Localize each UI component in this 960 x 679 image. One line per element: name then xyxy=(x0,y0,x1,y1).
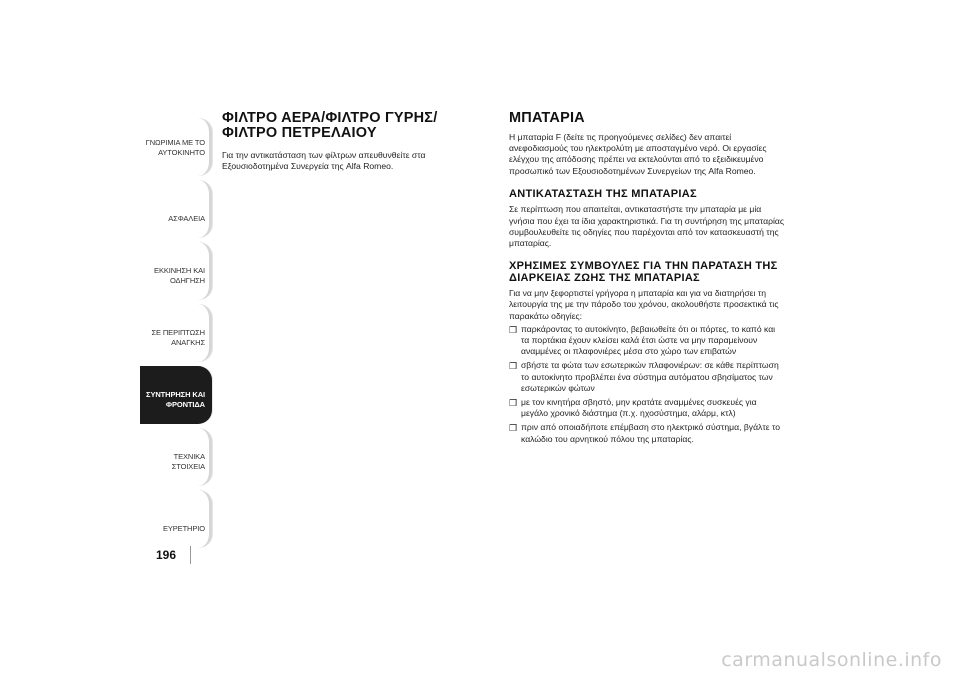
chapter-tab-getting-to-know[interactable] xyxy=(140,118,212,176)
filters-heading: ΦΙΛΤΡΟ ΑΕΡΑ/ΦΙΛΤΡΟ ΓΥΡΗΣ/ΦΙΛΤΡΟ ΠΕΤΡΕΛΑΙΟΥ xyxy=(222,110,438,141)
list-item xyxy=(509,397,784,419)
list-item-text: σβήστε τα φώτα των εσωτερικών πλαφονιέρων: σε κάθε περίπτωση το αυτοκίνητο προβλέπει ένα σύστημα αυτόματου σβησίματος των εσωτερικών φώτων xyxy=(521,360,779,393)
list-item-text: πριν από οποιαδήποτε επέμβαση στο ηλεκτρικό σύστημα, βγάλτε το καλώδιο του αρνητικού πόλου της μπαταρίας. xyxy=(521,422,781,444)
left-column xyxy=(222,111,460,172)
watermark: carmanualsonline.info xyxy=(721,649,942,671)
list-item-text: με τον κινητήρα σβηστό, μην κρατάτε αναμμένες συσκευές για μεγάλο χρονικό διάστημα (π.χ. ηχοσύστημα, αλάρμ, κτλ) xyxy=(521,396,757,419)
battery-tips-paragraph: Για να μην ξεφορτιστεί γρήγορα η μπαταρία και για να διατηρήσει τη λειτουργία της με την πάροδο του χρόνου, ακολουθήστε προσεκτικά τις παρακάτω οδηγίες: xyxy=(509,288,779,321)
chapter-tab-label: ΤΕΧΝΙΚΑ ΣΤΟΙΧΕΙΑ xyxy=(171,452,205,471)
checkbox-bullet-icon: ❒ xyxy=(509,361,518,372)
list-item xyxy=(509,360,784,394)
chapter-tab-safety[interactable] xyxy=(140,180,212,238)
filters-paragraph: Για την αντικατάσταση των φίλτρων απευθυνθείτε στα Εξουσιοδοτημένα Συνεργεία της Alfa Romeo. xyxy=(222,150,426,172)
chapter-tab-label: ΕΚΚΙΝΗΣΗ ΚΑΙ ΟΔΗΓΗΣΗ xyxy=(154,266,205,285)
chapter-tab-index[interactable] xyxy=(140,490,212,548)
chapter-tab-emergency[interactable] xyxy=(140,304,212,362)
page-number: 196 xyxy=(155,548,177,562)
chapter-tab-starting-driving[interactable] xyxy=(140,242,212,300)
chapter-tab-label: ΓΝΩΡΙΜΙΑ ΜΕ ΤΟ ΑΥΤΟΚΙΝΗΤΟ xyxy=(145,138,205,157)
battery-replacement-paragraph: Σε περίπτωση που απαιτείται, αντικαταστήστε την μπαταρία με μία γνήσια που έχει τα ίδια χαρακτηριστικά. Για τη συντήρηση της μπαταρίας συμβουλευθείτε τις οδηγίες που παρέχονται από τον κατασκευαστή της μπαταρίας. xyxy=(509,204,784,248)
battery-tips-list xyxy=(509,324,784,445)
list-item xyxy=(509,324,784,358)
list-item-text: παρκάροντας το αυτοκίνητο, βεβαιωθείτε ότι οι πόρτες, το καπό και τα πορτάκια έχουν κλείσει καλά έτσι ώστε να μην παραμείνουν αναμμένες οι πλαφονιέρες μέσα στο χώρο των επιβατών xyxy=(521,323,776,357)
chapter-tab-label: ΣΥΝΤΗΡΗΣΗ ΚΑΙ ΦΡΟΝΤΙΔΑ xyxy=(146,390,205,409)
chapter-sidebar xyxy=(140,118,212,552)
checkbox-bullet-icon: ❒ xyxy=(509,397,518,408)
right-column xyxy=(509,111,784,448)
page-number-divider xyxy=(190,546,191,564)
battery-heading: ΜΠΑΤΑΡΙΑ xyxy=(509,110,585,126)
chapter-tab-label: ΣΕ ΠΕΡΙΠΤΩΣΗ ΑΝΑΓΚΗΣ xyxy=(151,328,205,347)
chapter-tab-technical-data[interactable] xyxy=(140,428,212,486)
battery-tips-heading: ΧΡΗΣΙΜΕΣ ΣΥΜΒΟΥΛΕΣ ΓΙΑ ΤΗΝ ΠΑΡΑΤΑΣΗ ΤΗΣ ΔΙΑΡΚΕΙΑΣ ΖΩΗΣ ΤΗΣ ΜΠΑΤΑΡΙΑΣ xyxy=(509,260,778,284)
list-item xyxy=(509,422,784,444)
checkbox-bullet-icon: ❒ xyxy=(509,324,518,335)
chapter-tab-maintenance[interactable] xyxy=(140,366,212,424)
battery-intro: Η μπαταρία F (δείτε τις προηγούμενες σελίδες) δεν απαιτεί ανεφοδιασμούς του ηλεκτρολύτη με αποσταγμένο νερό. Οι εργασίες ελέγχου της απόδοσης πρέπει να εκτελούνται από το εξειδικευμένο προσωπικό των Εξουσιοδοτημένων Συνεργείων της Alfa Romeo. xyxy=(509,132,767,176)
chapter-tab-label: ΕΥΡΕΤΗΡΙΟ xyxy=(162,524,205,533)
chapter-tab-label: ΑΣΦΑΛΕΙΑ xyxy=(168,214,205,223)
checkbox-bullet-icon: ❒ xyxy=(509,423,518,434)
battery-replacement-heading: ΑΝΤΙΚΑΤΑΣΤΑΣΗ ΤΗΣ ΜΠΑΤΑΡΙΑΣ xyxy=(509,187,697,200)
